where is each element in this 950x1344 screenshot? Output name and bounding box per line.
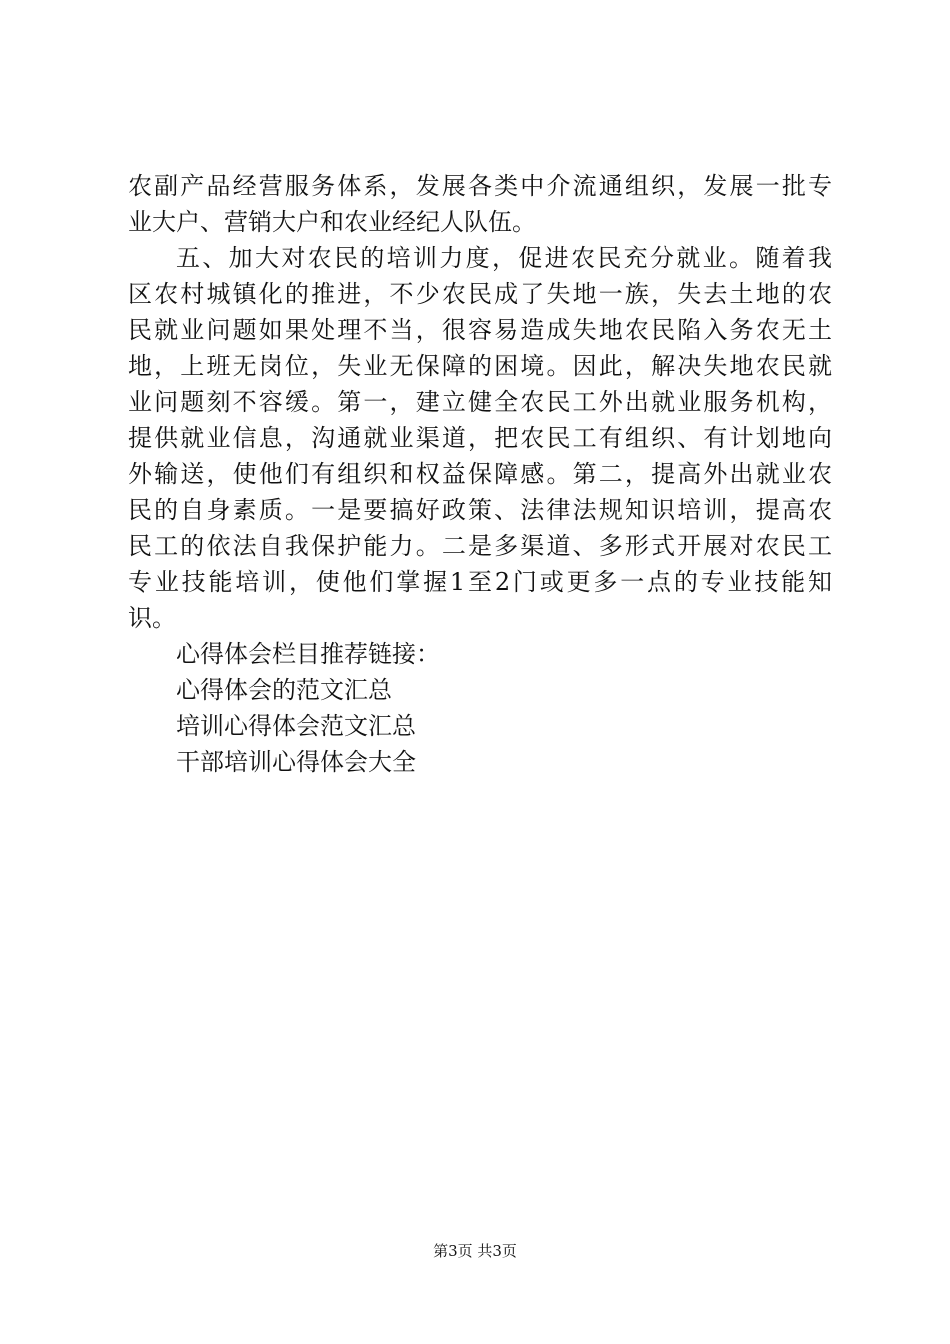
recommended-link[interactable]: 心得体会的范文汇总 — [176, 676, 392, 704]
recommended-link[interactable]: 培训心得体会范文汇总 — [176, 712, 416, 740]
links-heading: 心得体会栏目推荐链接： — [176, 640, 440, 668]
paragraph-line: 区农村城镇化的推进，不少农民成了失地一族，失去土地的农 — [128, 280, 832, 308]
paragraph-line: 业大户、营销大户和农业经纪人队伍。 — [128, 208, 536, 236]
paragraph-line: 五、加大对农民的培训力度，促进农民充分就业。随着我 — [176, 244, 832, 272]
paragraph-line: 民工的依法自我保护能力。二是多渠道、多形式开展对农民工 — [128, 532, 832, 560]
paragraph-line: 地，上班无岗位，失业无保障的困境。因此，解决失地农民就 — [128, 352, 832, 380]
paragraph-line: 民的自身素质。一是要搞好政策、法律法规知识培训，提高农 — [128, 496, 832, 524]
paragraph-line: 外输送，使他们有组织和权益保障感。第二，提高外出就业农 — [128, 460, 832, 488]
paragraph-line: 业问题刻不容缓。第一，建立健全农民工外出就业服务机构， — [128, 388, 832, 416]
paragraph-line: 识。 — [128, 604, 176, 632]
paragraph-line: 专业技能培训，使他们掌握1至2门或更多一点的专业技能知 — [128, 568, 832, 596]
recommended-link[interactable]: 干部培训心得体会大全 — [176, 748, 416, 776]
paragraph-line: 提供就业信息，沟通就业渠道，把农民工有组织、有计划地向 — [128, 424, 832, 452]
paragraph-line: 民就业问题如果处理不当，很容易造成失地农民陷入务农无土 — [128, 316, 832, 344]
page-footer — [0, 1241, 950, 1261]
page-number-label: 第3页 共3页 — [433, 1242, 517, 1260]
paragraph-line: 农副产品经营服务体系，发展各类中介流通组织，发展一批专 — [128, 172, 832, 200]
